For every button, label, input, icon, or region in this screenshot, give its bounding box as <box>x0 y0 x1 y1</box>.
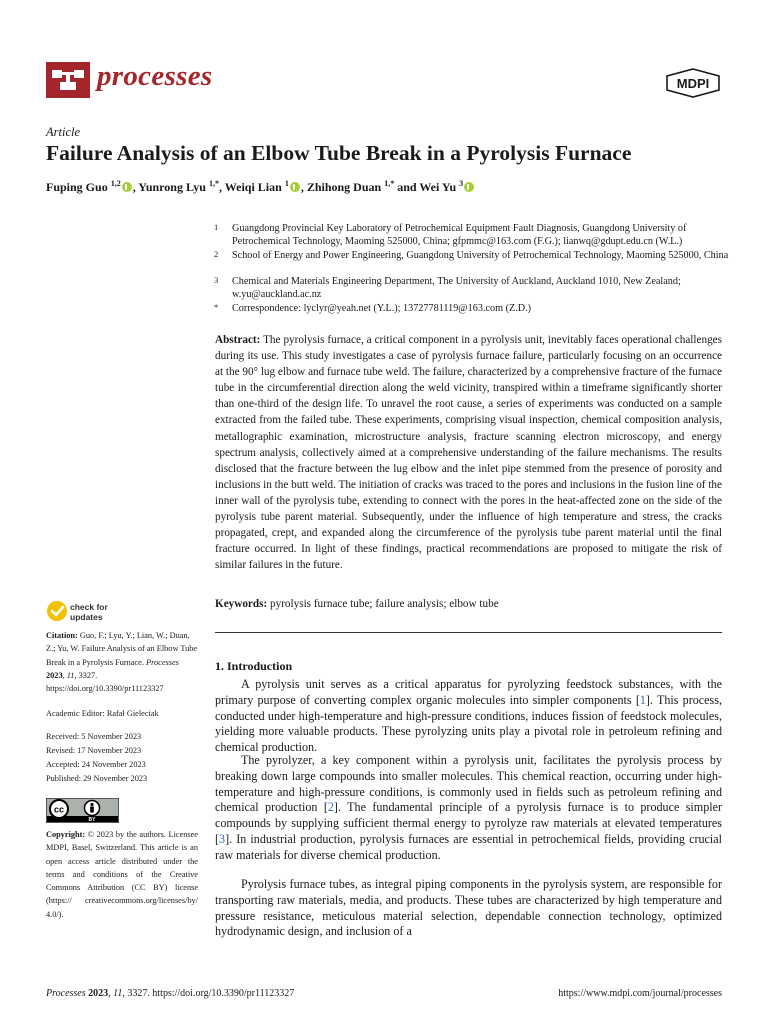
intro-paragraph <box>215 677 722 756</box>
abstract-text: The pyrolysis furnace, a critical component in a pyrolysis unit, inevitably faces operational challenges during its use. This study investigates a case of pyrolysis furnace failure, particularly focusing on an occurrence at the 90° lug elbow and furnace tube weld. The failure, characterized by a comprehensive fracture of the furnace tube in the circumferential direction along the weld vicinity, transpired within a timeframe significantly shorter than one-third of the design life. To unravel the root cause, a series of experiments was conducted on a sample extracted from the failed tube. These experiments, comprising visual inspection, chemical composition analysis, metallographic examination, microstructure analysis, fracture scanning electron microscopy, and energy spectrum analysis, collectively aimed at a comprehensive understanding of the failure mechanisms. The results disclosed that the fracture between the lug elbow and the inlet pipe stemmed from the presence of porosity and inclusions in the butt weld. The initiation of cracks was traced to the pores and inclusions in the fusion line of the inner wall of the pyrolysis tube, extending to connect with the pores in the heat-affected zone on the side of the pyrolysis tube parent material. Subsequently, under the influence of high temperature and stress, the cracks propagated, crept, and expanded along the circumference of the pyrolysis tube parent material until the final fracture occurred. In light of these findings, practical recommendations are proposed to mitigate the risk of similar failures in the future. <box>215 334 722 572</box>
article-title: Failure Analysis of an Elbow Tube Break in a Pyrolysis Furnace <box>46 141 632 165</box>
copyright-text: © 2023 by the authors. Licensee MDPI, Basel, Switzerland. This article is an open access article distributed under the terms and conditions of the Creative Commons Attribution (CC BY) license (https:// creativecommons.org/licenses/by/ 4.0/). <box>46 830 198 919</box>
journal-name: processes <box>97 60 213 92</box>
footer-doi[interactable]: , 3327. https://doi.org/10.3390/pr11123327 <box>122 988 295 999</box>
check-updates-line2: updates <box>70 612 103 622</box>
academic-editor: Academic Editor: Rafał Gieleciak <box>46 709 159 718</box>
received-date: Received: 5 November 2023 <box>46 732 142 741</box>
affiliation-number: 1 <box>214 222 219 232</box>
accepted-date: Accepted: 24 November 2023 <box>46 760 146 769</box>
author-separator: , <box>218 180 225 194</box>
copyright-label: Copyright: <box>46 830 86 839</box>
author-separator: and <box>394 180 420 194</box>
intro-text: ]. This process, conducted under high-temperature and high-pressure conditions, induces fission of feedstock molecules, yielding more valuable products. These pyrolyzing units play a pivotal role in petroleum refining and chemical production. <box>215 692 722 755</box>
section-divider <box>215 632 722 633</box>
processes-logo-icon <box>46 62 90 98</box>
author-affiliation-marker: 1,* <box>384 179 395 188</box>
intro-text: ]. In industrial production, pyrolysis furnaces are essential in petrochemical fields, providing crucial raw materials for diverse chemical production. <box>215 831 722 862</box>
reference-link[interactable]: 2 <box>327 800 334 815</box>
intro-text: ]. The fundamental principle of a pyrolysis furnace is to produce simpler compounds by supplying sufficient thermal energy to pyrolyze raw materials at elevated temperatures [ <box>215 800 722 846</box>
article-type: Article <box>46 125 81 139</box>
author-name: Wei Yu <box>419 180 457 194</box>
keywords <box>215 598 499 610</box>
reference-link[interactable]: 1 <box>639 692 646 707</box>
mdpi-logo-icon <box>665 68 721 98</box>
author-affiliation-marker: 1,* <box>208 179 219 188</box>
correspondence-text: Correspondence: lyclyr@yeah.net (Y.L.); 13727781119@163.com (Z.D.) <box>232 303 532 314</box>
affiliation-number: 3 <box>214 275 219 285</box>
reference-link[interactable]: 3 <box>219 831 226 846</box>
citation-doi[interactable]: , 3327. https://doi.org/10.3390/pr11123327 <box>46 670 164 694</box>
check-for-updates-button[interactable] <box>46 600 126 624</box>
affiliation-number: 2 <box>214 249 219 259</box>
affiliation-number: * <box>214 302 219 312</box>
orcid-icon[interactable] <box>122 182 132 192</box>
abstract-label: Abstract: <box>215 334 261 346</box>
copyright-notice <box>46 828 198 921</box>
author-separator: , <box>300 180 307 194</box>
footer-journal-url[interactable]: https://www.mdpi.com/journal/processes <box>558 988 722 999</box>
published-date: Published: 29 November 2023 <box>46 774 148 783</box>
intro-paragraph <box>215 753 722 864</box>
citation-block <box>46 629 198 695</box>
footer-citation <box>46 988 294 999</box>
mdpi-logo-text: MDPI <box>676 76 710 91</box>
orcid-icon[interactable] <box>464 182 474 192</box>
citation-label: Citation: <box>46 631 78 640</box>
author-separator: , <box>132 180 139 194</box>
author-name: Yunrong Lyu <box>138 180 206 194</box>
svg-text:BY: BY <box>88 817 96 823</box>
citation-year: 2023 <box>46 670 63 680</box>
author-name: Weiqi Lian <box>224 180 282 194</box>
intro-paragraph: Pyrolysis furnace tubes, as integral piping components in the pyrolysis system, are responsible for transporting raw materials, media, and products. These tubes are characterized by high temperature and pressure resistance, meticulous material selection, dependable connection technology, optimized hydrodynamic design, and inclusion of a <box>215 877 722 939</box>
affiliation-text: Guangdong Provincial Key Laboratory of Petrochemical Equipment Fault Diagnosis, Guangdong University of Petrochemical Technology, Maoming 525000, China; gfpmmc@163.com (F.G.); lianwq@gdupt.edu.cn (W.L.) <box>232 223 687 248</box>
author-affiliation-marker: 3 <box>459 179 464 188</box>
author-list <box>46 179 475 195</box>
author-name: Zhihong Duan <box>306 180 382 194</box>
author-affiliation-marker: 1 <box>284 179 289 188</box>
author-affiliation-marker: 1,2 <box>110 179 121 188</box>
section-heading-introduction: 1. Introduction <box>215 659 293 673</box>
author-name: Fuping Guo <box>46 180 108 194</box>
footer-journal: Processes <box>46 988 86 999</box>
footer-year: 2023 <box>85 988 109 999</box>
keywords-label: Keywords: <box>215 598 268 610</box>
check-updates-line1: check for <box>70 602 108 612</box>
footer-volume: , 11 <box>108 988 123 999</box>
abstract <box>215 332 722 573</box>
revised-date: Revised: 17 November 2023 <box>46 746 142 755</box>
check-updates-icon <box>46 600 68 622</box>
svg-text:cc: cc <box>53 804 65 815</box>
keywords-text: pyrolysis furnace tube; failure analysis; elbow tube <box>267 598 499 610</box>
citation-volume: , 11 <box>62 670 75 680</box>
citation-journal: Processes <box>146 657 179 667</box>
citation-text: Guo, F.; Lyu, Y.; Lian, W.; Duan, Z.; Yu, W. Failure Analysis of an Elbow Tube Break in a Pyrolysis Furnace. <box>46 631 198 667</box>
affiliation-text: School of Energy and Power Engineering, Guangdong University of Petrochemical Technology, Maoming 525000, China <box>232 250 729 261</box>
affiliation-text: Chemical and Materials Engineering Department, The University of Auckland, Auckland 1010, New Zealand; w.yu@auckland.ac.nz <box>232 276 681 301</box>
intro-text: The pyrolyzer, a key component within a pyrolysis unit, facilitates the pyrolysis process by breaking down large compounds into smaller molecules. This chemical reaction, occurring under high-temperature and high-pressure conditions, is commonly used in fields such as petroleum refining and chemical production [ <box>215 753 722 815</box>
cc-by-license-icon[interactable] <box>46 798 119 823</box>
intro-text: A pyrolysis unit serves as a critical apparatus for pyrolyzing feedstock substances, with the primary purpose of converting complex organic molecules into simpler components [ <box>215 677 722 707</box>
orcid-icon[interactable] <box>290 182 300 192</box>
